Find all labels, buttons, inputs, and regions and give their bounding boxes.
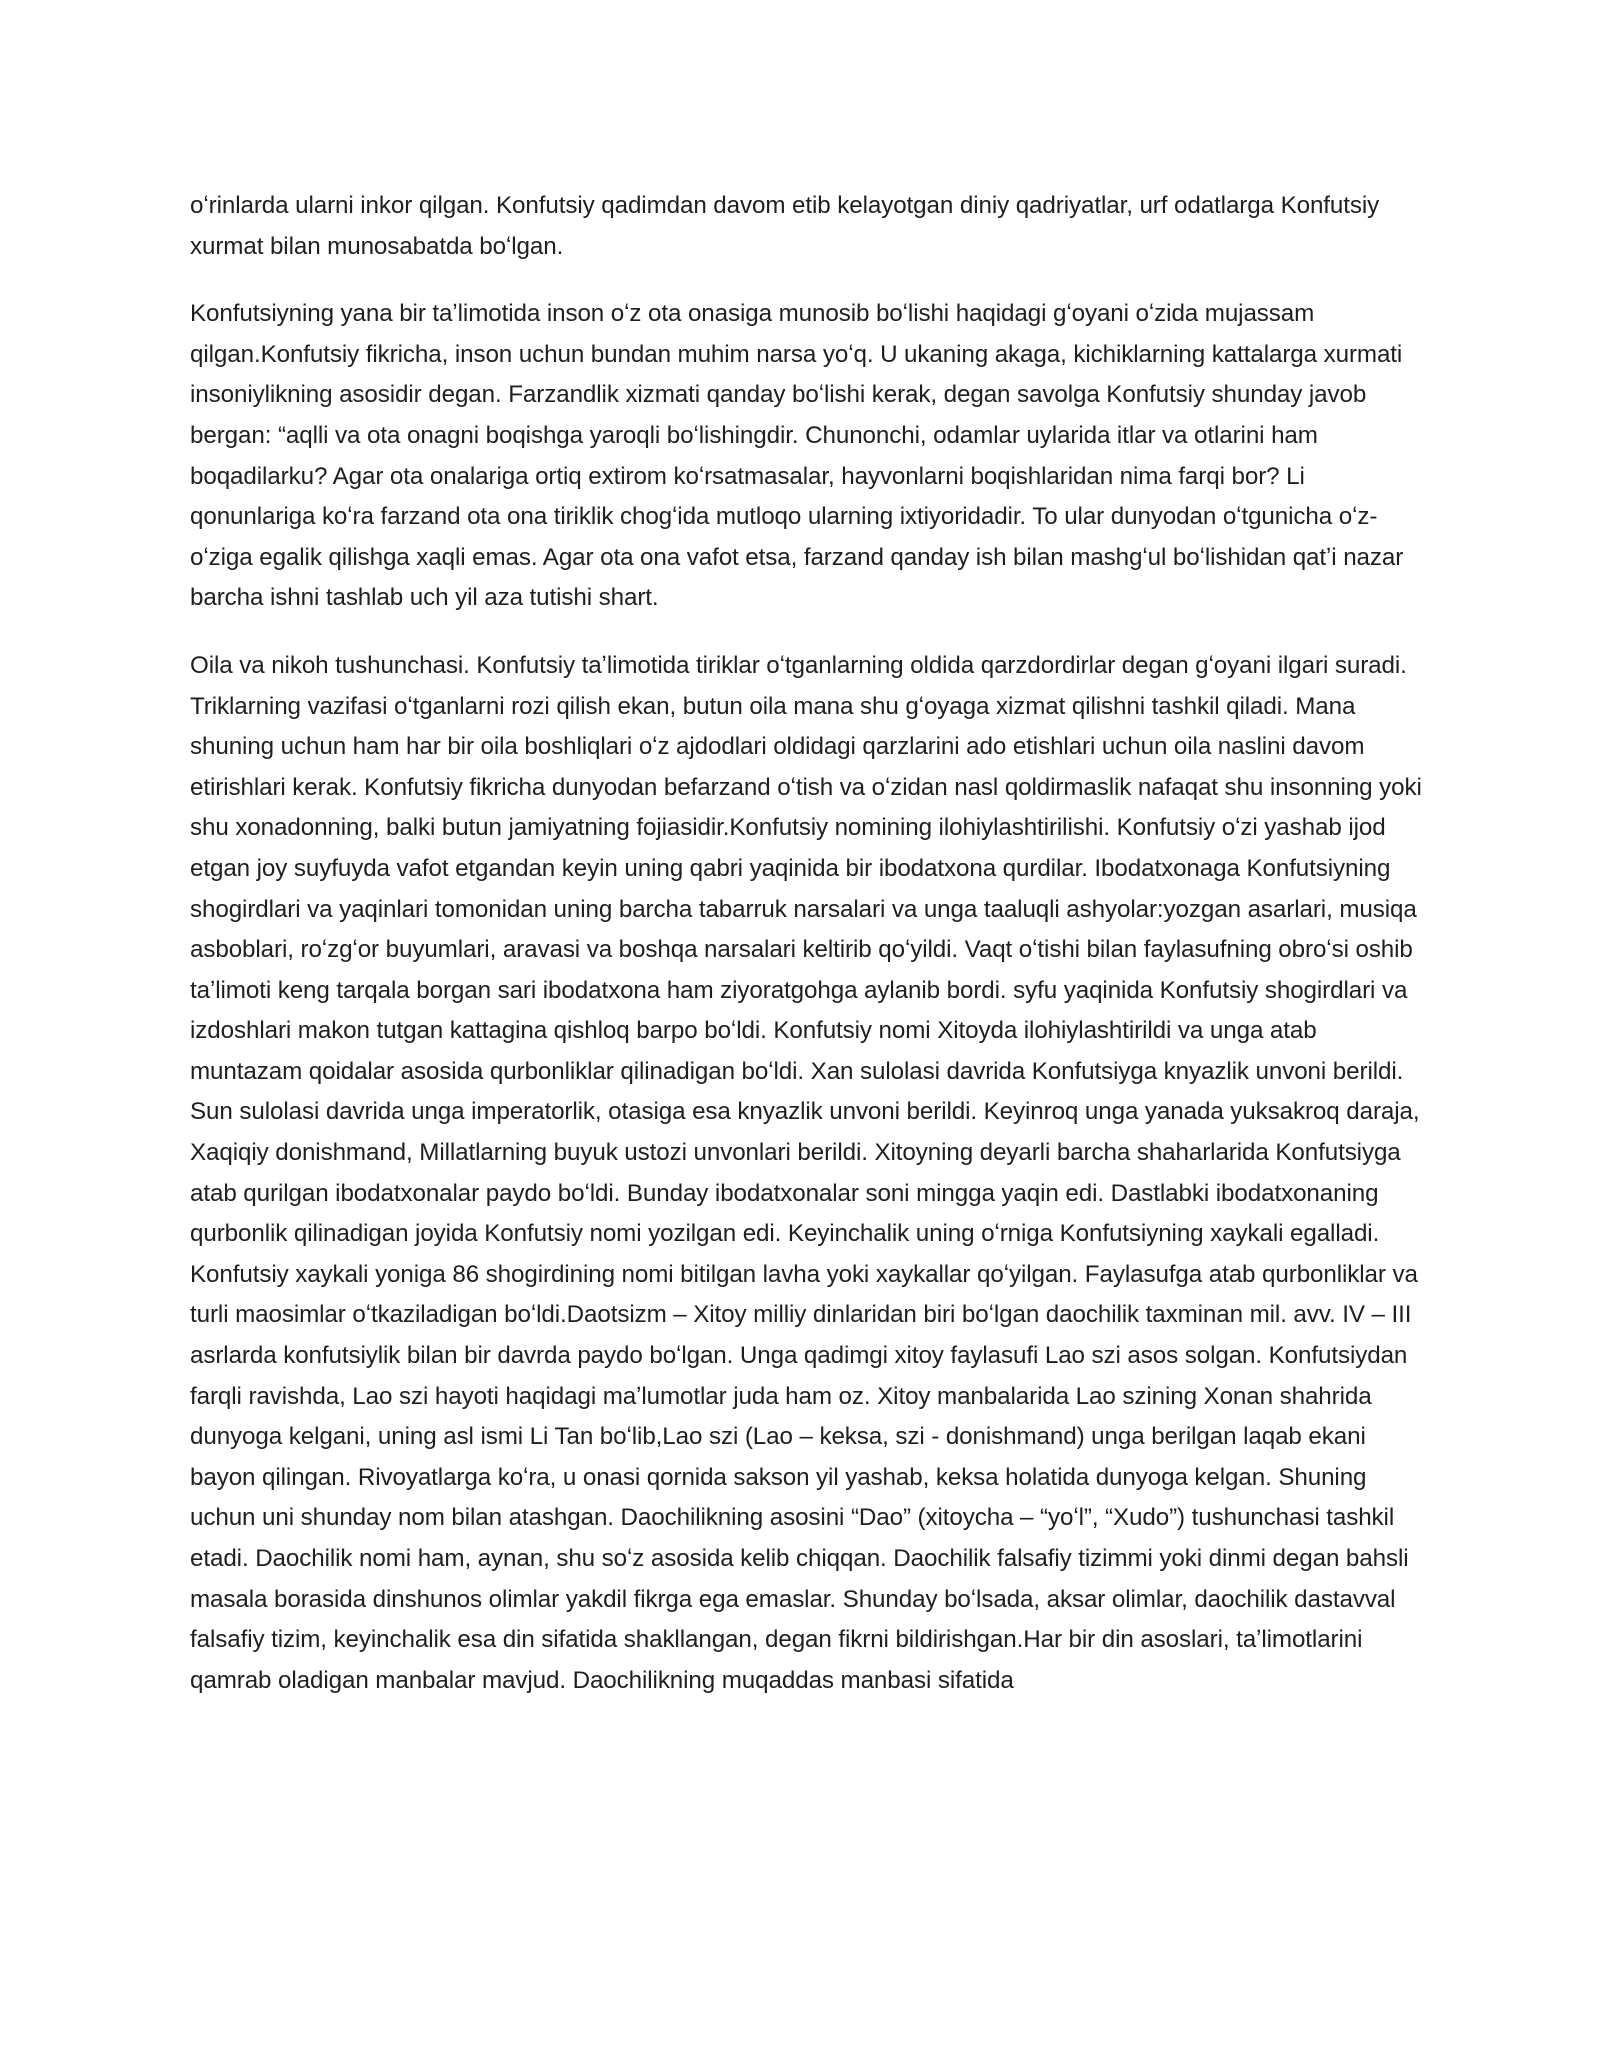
paragraph-1: oʻrinlarda ularni inkor qilgan. Konfutsiy qadimdan davom etib kelayotgan diniy qadriyatlar, urf odatlarga Konfutsiy xurmat bilan munosabatda boʻlgan.: [190, 192, 1380, 260]
paragraph-2: Konfutsiyning yana bir taʼlimotida inson oʻz ota onasiga munosib boʻlishi haqidagi gʻoyani oʻzida mujassam qilgan.Konfutsiy fikricha, inson uchun bundan muhim narsa yoʻq. U ukaning akaga, kichiklarning kattalarga xurmati insoniylikning asosidir degan. Farzandlik xizmati qanday boʻlishi kerak, degan savolga Konfutsiy shunday javob bergan: “aqlli va ota onagni boqishga yaroqli boʻlishingdir. Chunonchi, odamlar uylarida itlar va otlarini ham boqadilarku? Agar ota onalariga ortiq extirom koʻrsatmasalar, hayvonlarni boqishlaridan nima farqi bor? Li qonunlariga koʻra farzand ota ona tiriklik chogʻida mutloqo ularning ixtiyoridadir. To ular dunyodan oʻtgunicha oʻz-oʻziga egalik qilishga xaqli emas. Agar ota ona vafot etsa, farzand qanday ish bilan mashgʻul boʻlishidan qatʼi nazar barcha ishni tashlab uch yil aza tutishi shart.: [190, 300, 1404, 612]
document-body: [190, 186, 1422, 1728]
paragraph-3: Oila va nikoh tushunchasi. Konfutsiy taʼlimotida tiriklar oʻtganlarning oldida qarzdordirlar degan gʻoyani ilgari suradi. Triklarning vazifasi oʻtganlarni rozi qilish ekan, butun oila mana shu gʻoyaga xizmat qilishni tashkil qiladi. Mana shuning uchun ham har bir oila boshliqlari oʻz ajdodlari oldidagi qarzlarini ado etishlari uchun oila naslini davom etirishlari kerak. Konfutsiy fikricha dunyodan befarzand oʻtish va oʻzidan nasl qoldirmaslik nafaqat shu insonning yoki shu xonadonning, balki butun jamiyatning fojiasidir.Konfutsiy nomining ilohiylashtirilishi. Konfutsiy oʻzi yashab ijod etgan joy suyfuyda vafot etgandan keyin uning qabri yaqinida bir ibodatxona qurdilar. Ibodatxonaga Konfutsiyning shogirdlari va yaqinlari tomonidan uning barcha tabarruk narsalari va unga taaluqli ashyolar:yozgan asarlari, musiqa asboblari, roʻzgʻor buyumlari, aravasi va boshqa narsalari keltirib qoʻyildi. Vaqt oʻtishi bilan faylasufning obroʻsi oshib taʼlimoti keng tarqala borgan sari ibodatxona ham ziyoratgohga aylanib bordi. syfu yaqinida Konfutsiy shogirdlari va izdoshlari makon tutgan kattagina qishloq barpo boʻldi. Konfutsiy nomi Xitoyda ilohiylashtirildi va unga atab muntazam qoidalar asosida qurbonliklar qilinadigan boʻldi. Xan sulolasi davrida Konfutsiyga knyazlik unvoni berildi. Sun sulolasi davrida unga imperatorlik, otasiga esa knyazlik unvoni berildi. Keyinroq unga yanada yuksakroq daraja, Xaqiqiy donishmand, Millatlarning buyuk ustozi unvonlari berildi. Xitoyning deyarli barcha shaharlarida Konfutsiyga atab qurilgan ibodatxonalar paydo boʻldi. Bunday ibodatxonalar soni mingga yaqin edi. Dastlabki ibodatxonaning qurbonlik qilinadigan joyida Konfutsiy nomi yozilgan edi. Keyinchalik uning oʻrniga Konfutsiyning xaykali egalladi. Konfutsiy xaykali yoniga 86 shogirdining nomi bitilgan lavha yoki xaykallar qoʻyilgan. Faylasufga atab qurbonliklar va turli maosimlar oʻtkaziladigan boʻldi.Daotsizm – Xitoy milliy dinlaridan biri boʻlgan daochilik taxminan mil. avv. IV – III asrlarda konfutsiylik bilan bir davrda paydo boʻlgan. Unga qadimgi xitoy faylasufi Lao szi asos solgan. Konfutsiydan farqli ravishda, Lao szi hayoti haqidagi maʼlumotlar juda ham oz. Xitoy manbalarida Lao szining Xonan shahrida dunyoga kelgani, uning asl ismi Li Tan boʻlib,Lao szi (Lao – keksa, szi - donishmand) unga berilgan laqab ekani bayon qilingan. Rivoyatlarga koʻra, u onasi qornida sakson yil yashab, keksa holatida dunyoga kelgan. Shuning uchun uni shunday nom bilan atashgan. Daochilikning asosini “Dao” (xitoycha – “yoʻl”, “Xudo”) tushunchasi tashkil etadi. Daochilik nomi ham, aynan, shu soʻz asosida kelib chiqqan. Daochilik falsafiy tizimmi yoki dinmi degan bahsli masala borasida dinshunos olimlar yakdil fikrga ega emaslar. Shunday boʻlsada, aksar olimlar, daochilik dastavval falsafiy tizim, keyinchalik esa din sifatida shakllangan, degan fikrni bildirishgan.Har bir din asoslari, taʼlimotlarini qamrab oladigan manbalar mavjud. Daochilikning muqaddas manbasi sifatida: [190, 651, 1422, 1694]
